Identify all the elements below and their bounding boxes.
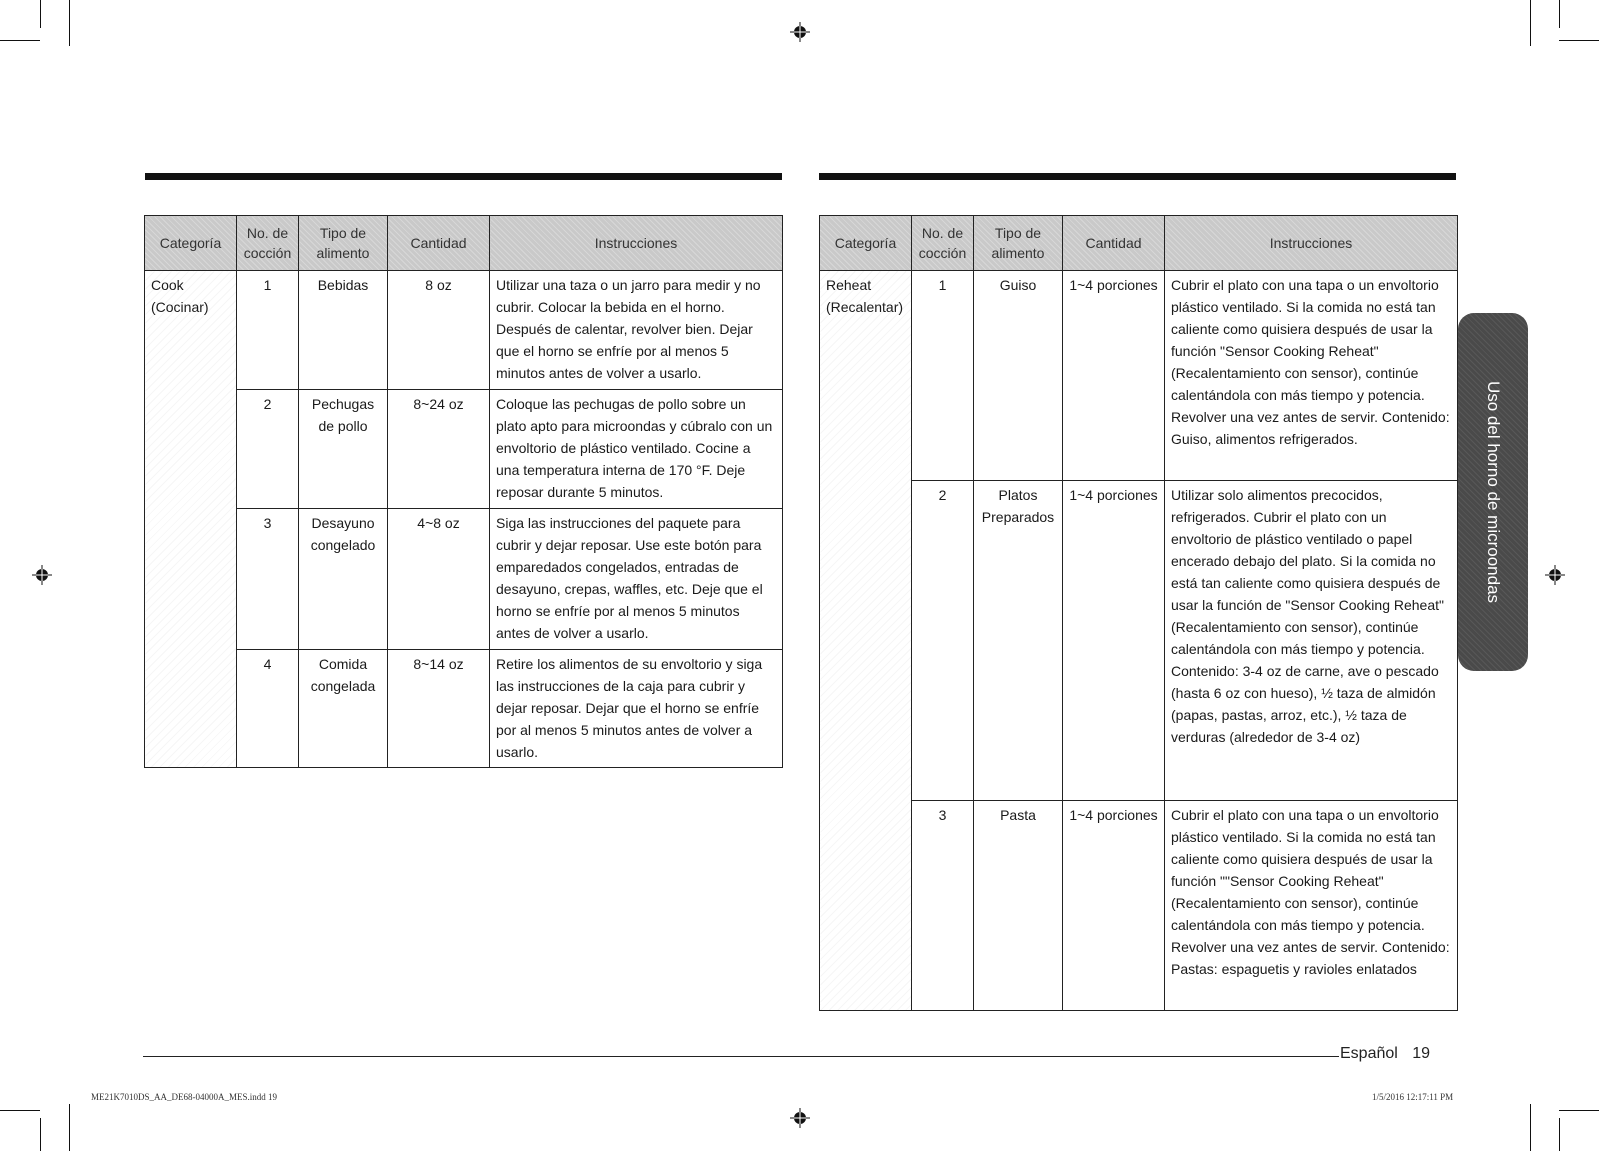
page-number: 19 — [1412, 1045, 1431, 1062]
cell-cantidad: 1~4 porciones — [1063, 271, 1165, 481]
table-header-row — [820, 216, 1458, 271]
crop-mark — [0, 1110, 40, 1111]
cell-instrucciones: Cubrir el plato con una tapa o un envoltorio plástico ventilado. Si la comida no está tan caliente como quisiera después de usar la función "Sensor Cooking Reheat" (Recalentamiento con sensor), continúe calentándola con más tiempo y potencia. Revolver una vez antes de servir. Contenido: Guiso, alimentos refrigerados. — [1165, 271, 1458, 481]
cell-no: 3 — [912, 801, 974, 1011]
cook-table — [144, 215, 783, 768]
crop-mark — [1559, 0, 1560, 28]
crop-mark — [40, 0, 41, 28]
cell-no: 1 — [237, 271, 299, 390]
crop-mark — [1559, 1110, 1599, 1111]
cell-tipo: Comida congelada — [299, 650, 388, 768]
cell-instrucciones: Coloque las pechugas de pollo sobre un plato apto para microondas y cúbralo con un envoltorio de plástico ventilado. Cocine a una temperatura interna de 170 °F. Deje reposar durante 5 minutos. — [490, 390, 783, 509]
print-slug-file: ME21K7010DS_AA_DE68-04000A_MES.indd 19 — [91, 1092, 278, 1102]
registration-mark-icon — [32, 565, 52, 585]
cell-instrucciones: Retire los alimentos de su envoltorio y siga las instrucciones de la caja para cubrir y dejar reposar. Dejar que el horno se enfríe por al menos 5 minutos antes de volver a usarlo. — [490, 650, 783, 768]
cell-instrucciones: Siga las instrucciones del paquete para cubrir y dejar reposar. Use este botón para emparedados congelados, entradas de desayuno, crepas, waffles, etc. Deje que el horno se enfríe por al menos 5 minutos antes de volver a usarlo. — [490, 509, 783, 650]
cell-cantidad: 1~4 porciones — [1063, 801, 1165, 1011]
header-tipo-alimento: Tipo de alimento — [299, 216, 388, 271]
cell-no: 3 — [237, 509, 299, 650]
reheat-table — [819, 215, 1458, 1011]
header-categoria: Categoría — [820, 216, 912, 271]
category-cell: Cook (Cocinar) — [145, 271, 237, 768]
cell-tipo: Pasta — [974, 801, 1063, 1011]
cell-tipo: Pechugas de pollo — [299, 390, 388, 509]
registration-mark-icon — [790, 1108, 810, 1128]
cell-cantidad: 4~8 oz — [388, 509, 490, 650]
cell-tipo: Bebidas — [299, 271, 388, 390]
table-row — [820, 481, 1458, 801]
cell-cantidad: 8~24 oz — [388, 390, 490, 509]
header-no-coccion: No. de cocción — [237, 216, 299, 271]
table-row — [820, 271, 1458, 481]
table-header-row — [145, 216, 783, 271]
category-cell: Reheat (Recalentar) — [820, 271, 912, 1011]
footer-rule — [143, 1056, 1339, 1057]
header-cantidad: Cantidad — [1063, 216, 1165, 271]
table-row — [145, 271, 783, 390]
registration-mark-icon — [790, 22, 810, 42]
header-instrucciones: Instrucciones — [1165, 216, 1458, 271]
table-row — [145, 509, 783, 650]
registration-mark-icon — [1545, 565, 1565, 585]
cell-tipo: Desayuno congelado — [299, 509, 388, 650]
crop-mark — [1530, 0, 1531, 46]
crop-mark — [69, 1104, 70, 1151]
cell-instrucciones: Utilizar una taza o un jarro para medir y no cubrir. Colocar la bebida en el horno. Después de calentar, revolver bien. Dejar que el horno se enfríe por al menos 5 minutos antes de volver a usarlo. — [490, 271, 783, 390]
print-slug-date: 1/5/2016 12:17:11 PM — [1372, 1092, 1454, 1102]
header-cantidad: Cantidad — [388, 216, 490, 271]
crop-mark — [0, 40, 40, 41]
cell-no: 1 — [912, 271, 974, 481]
crop-mark — [40, 1118, 41, 1151]
table-row — [820, 801, 1458, 1011]
cell-instrucciones: Utilizar solo alimentos precocidos, refrigerados. Cubrir el plato con un envoltorio de plástico ventilado o papel encerado debajo del plato. Si la comida no está tan caliente como quisiera después de usar la función de "Sensor Cooking Reheat" (Recalentamiento con sensor), continúe calentándola con más tiempo y potencia. Contenido: 3-4 oz de carne, ave o pescado (hasta 6 oz con hueso), ½ taza de almidón (papas, pastas, arroz, etc.), ½ taza de verduras (alrededor de 3-4 oz) — [1165, 481, 1458, 801]
section-rule — [145, 173, 782, 180]
cell-no: 2 — [912, 481, 974, 801]
crop-mark — [1559, 1118, 1560, 1151]
crop-mark — [69, 0, 70, 46]
table-row — [145, 650, 783, 768]
footer-language: Español — [1340, 1045, 1398, 1062]
cell-tipo: Platos Preparados — [974, 481, 1063, 801]
header-no-coccion: No. de cocción — [912, 216, 974, 271]
table-row — [145, 390, 783, 509]
crop-mark — [1530, 1104, 1531, 1151]
header-instrucciones: Instrucciones — [490, 216, 783, 271]
cell-cantidad: 8~14 oz — [388, 650, 490, 768]
cell-no: 2 — [237, 390, 299, 509]
cell-instrucciones: Cubrir el plato con una tapa o un envoltorio plástico ventilado. Si la comida no está tan caliente como quisiera después de usar la función ""Sensor Cooking Reheat" (Recalentamiento con sensor), continúe calentándola con más tiempo y potencia. Revolver una vez antes de servir. Contenido: Pastas: espaguetis y ravioles enlatados — [1165, 801, 1458, 1011]
header-categoria: Categoría — [145, 216, 237, 271]
header-tipo-alimento: Tipo de alimento — [974, 216, 1063, 271]
section-rule — [819, 173, 1456, 180]
page-footer — [1340, 1045, 1440, 1063]
cell-cantidad: 1~4 porciones — [1063, 481, 1165, 801]
chapter-side-tab-label: Uso del horno de microondas — [1484, 380, 1503, 604]
cell-cantidad: 8 oz — [388, 271, 490, 390]
cell-no: 4 — [237, 650, 299, 768]
crop-mark — [1559, 40, 1599, 41]
cell-tipo: Guiso — [974, 271, 1063, 481]
